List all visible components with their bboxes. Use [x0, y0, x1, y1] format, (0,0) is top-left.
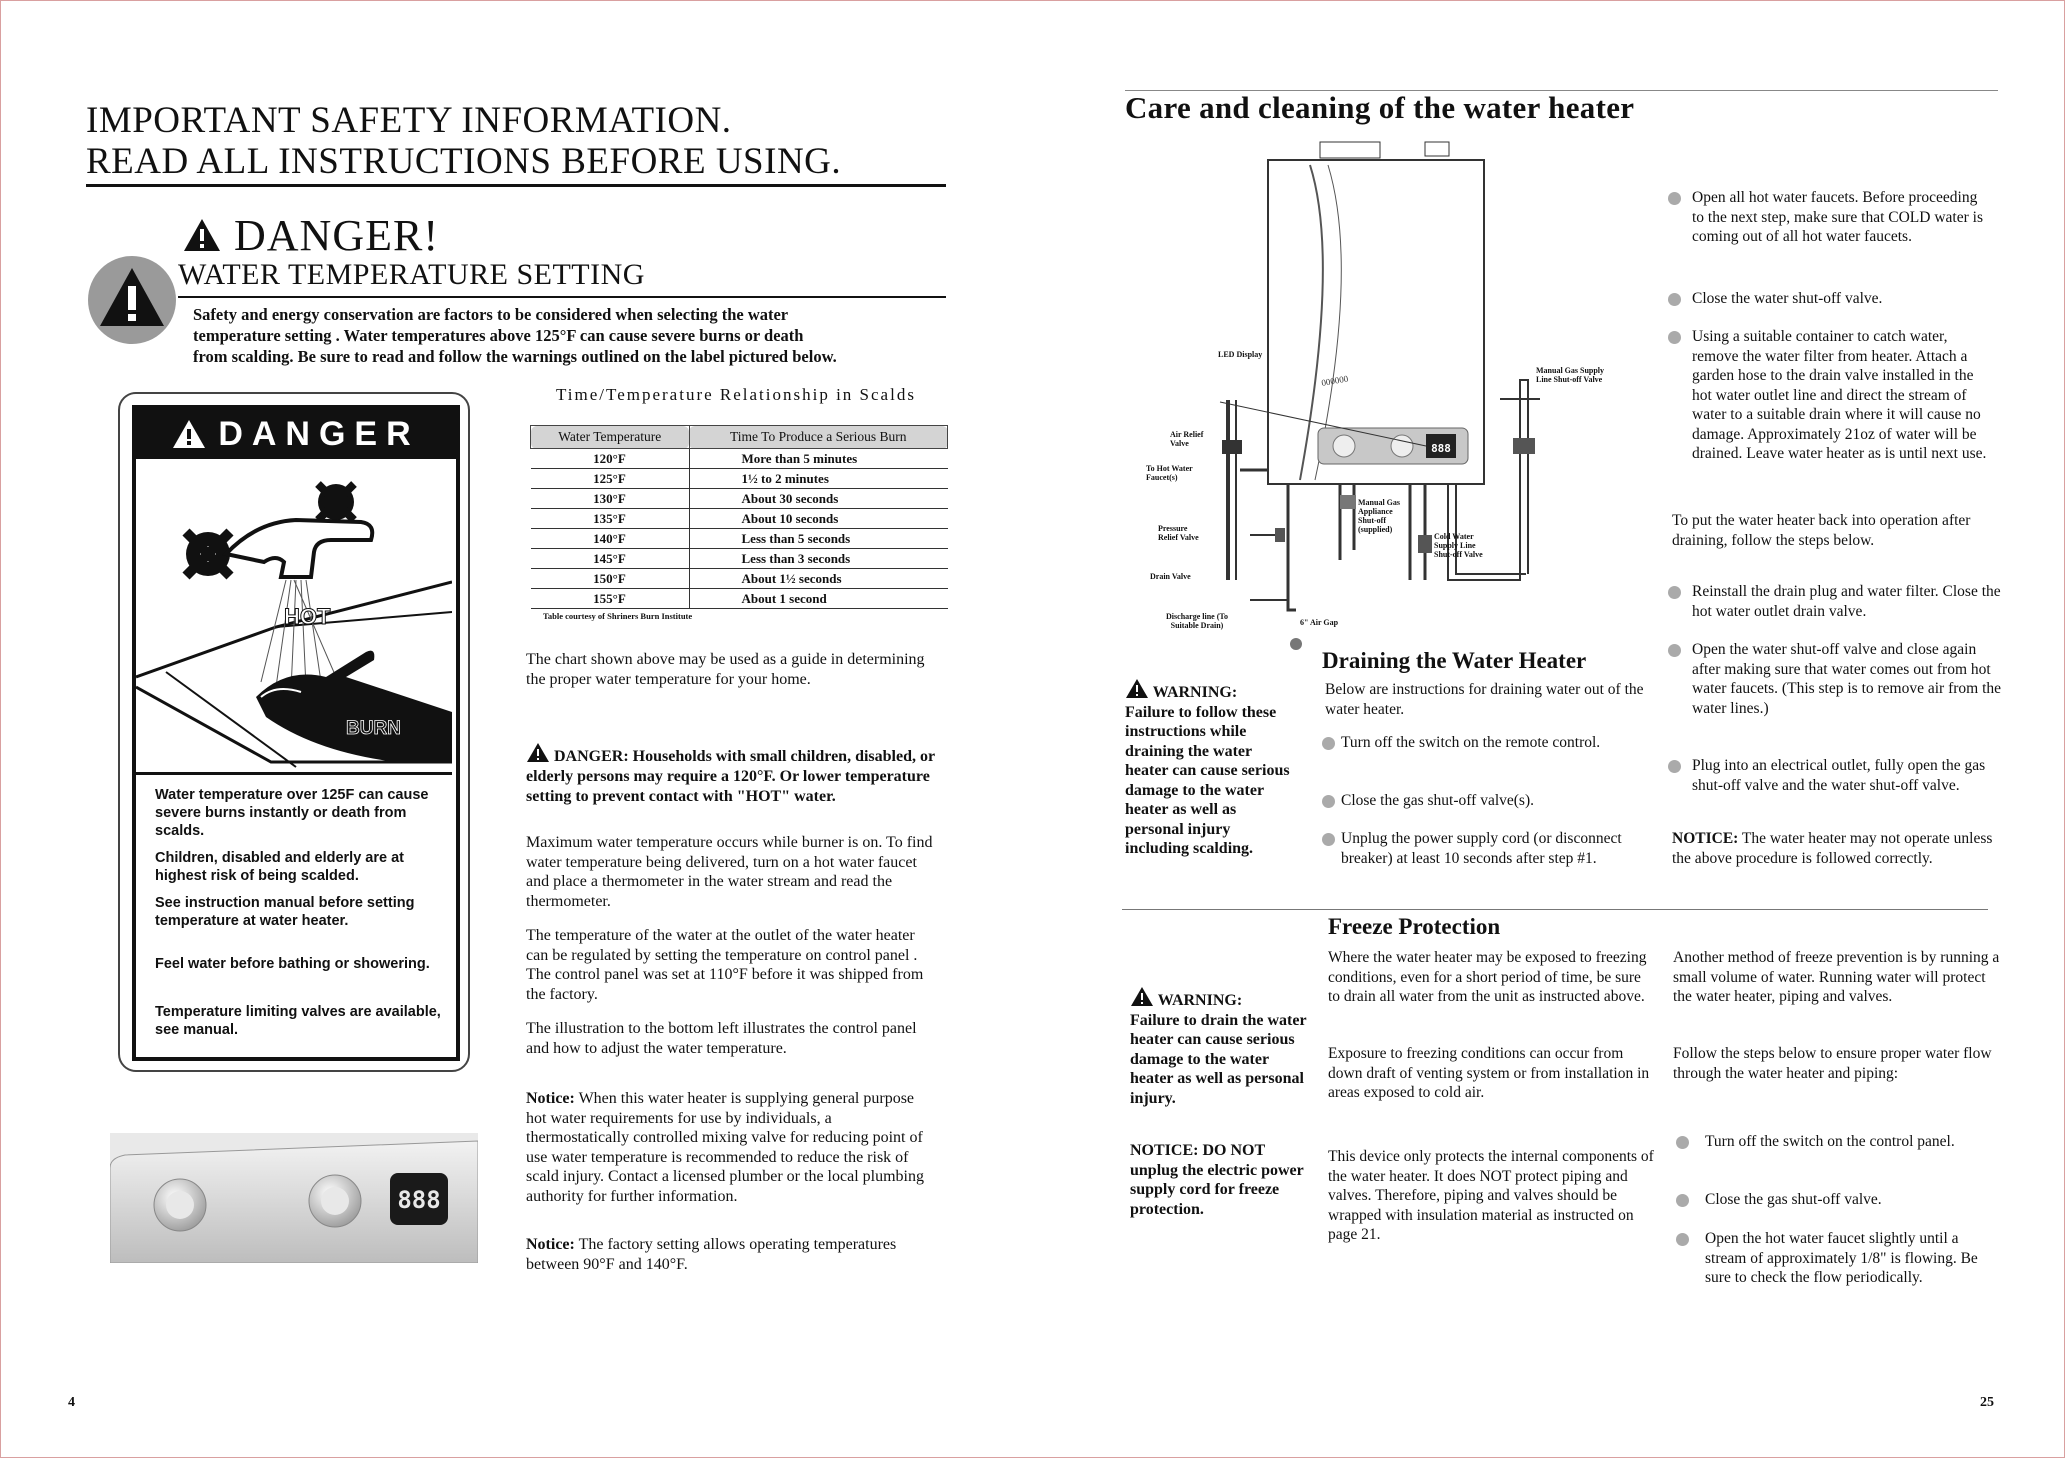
table-row	[531, 449, 948, 469]
title-line-2: READ ALL INSTRUCTIONS BEFORE USING.	[86, 141, 842, 182]
freeze-p3: This device only protects the internal components of the water heater. It does NOT protect piping and valves. Therefore, piping and valves should be wrapped with insulation material as instructed on page 21.	[1328, 1148, 1654, 1243]
drain-valve-label: Drain Valve	[1150, 572, 1191, 581]
table-cell-temp: 145°F	[531, 549, 690, 569]
diagram-display-digits: 888	[1431, 442, 1451, 455]
list-item: Plug into an electrical outlet, fully open the gas shut-off valve and the water shut-off valve.	[1692, 757, 1986, 794]
pressure-relief-label: Pressure Relief Valve	[1158, 524, 1199, 542]
panel-display-digits: 888	[397, 1186, 441, 1214]
table-cell-time: About 30 seconds	[689, 489, 948, 509]
warning-freeze	[1130, 986, 1312, 1108]
draining-intro: Below are instructions for draining water out of the water heater.	[1325, 681, 1644, 718]
danger-text: DANGER!	[234, 211, 439, 260]
table-row	[531, 569, 948, 589]
label-warning-4: Feel water before bathing or showering.	[155, 956, 430, 972]
warning-triangle-icon	[182, 217, 222, 253]
bullet-icon	[1668, 586, 1681, 599]
safety-title	[86, 100, 946, 182]
cold-water-label: Cold Water Supply Line Shut-off Valve	[1434, 532, 1483, 559]
right-notice-body: The water heater may not operate unless the above procedure is followed correctly.	[1672, 830, 1993, 867]
table-title: Time/Temperature Relationship in Scalds	[556, 385, 916, 404]
table-row	[531, 529, 948, 549]
list-item: Close the gas shut-off valve.	[1705, 1191, 1882, 1208]
table-cell-time: Less than 5 seconds	[689, 529, 948, 549]
care-title: Care and cleaning of the water heater	[1125, 90, 1635, 125]
put-back-text: To put the water heater back into operation after draining, follow the steps below.	[1672, 512, 1971, 549]
danger-heading	[182, 210, 439, 261]
warning-drain-head: WARNING:	[1125, 678, 1297, 703]
table-row	[531, 489, 948, 509]
danger-label-header	[136, 409, 456, 459]
freeze-title: Freeze Protection	[1328, 914, 1501, 939]
notice-body: When this water heater is supplying general purpose hot water requirements for use by individuals, a thermostatically controlled mixing valve for reducing point of use water temperature is recommended to reduce the risk of scald injury. Contact a licensed plumber or the local plumbing authority for further information.	[526, 1090, 924, 1205]
danger-households-text: DANGER: Households with small children, disabled, or elderly persons may require a 120°F. Or lower temperature setting to prevent contact with "HOT" water.	[526, 748, 935, 805]
warning-freeze-text: Failure to drain the water heater can cause serious damage to the water heater as well as personal injury.	[1130, 1011, 1307, 1107]
list-item: Using a suitable container to catch water, remove the water filter from heater. Attach a garden hose to the drain valve installed in the hot water outlet line and direct the stream of water to a suitable drain where it will cause no damage. Approximately 21oz of water will be drained. Leave water heater as is until next use.	[1692, 328, 1987, 462]
list-item: Unplug the power supply cord (or disconnect breaker) at least 10 seconds after step #1.	[1341, 830, 1622, 867]
table-courtesy: Table courtesy of Shriners Burn Institute	[543, 611, 693, 621]
list-item: Turn off the switch on the remote control.	[1341, 734, 1601, 751]
bullet-icon	[1668, 644, 1681, 657]
list-item: Open the hot water faucet slightly until a stream of approximately 1/8" is flowing. Be sure to check the flow periodically.	[1705, 1230, 1978, 1286]
discharge-label: Discharge line (To Suitable Drain)	[1166, 612, 1228, 630]
warning-drain-text: Failure to follow these instructions while draining the water heater can cause serious damage to the water heater as well as personal injury including scalding.	[1125, 703, 1290, 857]
page-number-left: 4	[68, 1395, 75, 1410]
chart-guide-text: The chart shown above may be used as a guide in determining the proper water temperature for your home.	[526, 651, 925, 688]
illustration-text: The illustration to the bottom left illustrates the control panel and how to adjust the water temperature.	[526, 1020, 917, 1057]
label-header-text: DANGER	[218, 414, 420, 453]
notice-text	[526, 1089, 936, 1206]
draining-title: Draining the Water Heater	[1322, 648, 1587, 673]
list-item: Reinstall the drain plug and water filter. Close the hot water outlet drain valve.	[1692, 583, 2001, 620]
list-item: Open the water shut-off valve and close again after making sure that water comes out from hot water faucets. (This step is to remove air from the water lines.)	[1692, 641, 2002, 717]
gas-valve-label: Manual Gas Supply Line Shut-off Valve	[1536, 366, 1605, 384]
svg-text:000000: 000000	[1320, 373, 1349, 388]
right-notice	[1672, 829, 2002, 868]
label-warning-2: Children, disabled and elderly are at highest risk of being scalded.	[155, 850, 404, 884]
factory-setting-text	[526, 1235, 936, 1274]
outlet-temp-text: The temperature of the water at the outlet of the water heater can be regulated by setting the temperature on control panel . The control panel was set at 110°F before it was shipped from the factory.	[526, 927, 924, 1003]
bullet-icon	[1668, 293, 1681, 306]
intro-text	[193, 304, 973, 367]
table-cell-temp: 140°F	[531, 529, 690, 549]
table-cell-time: Less than 3 seconds	[689, 549, 948, 569]
table-header: Water Temperature	[531, 426, 690, 449]
label-warning-icon	[172, 419, 206, 449]
list-item: Turn off the switch on the control panel.	[1705, 1133, 1955, 1150]
table-cell-temp: 120°F	[531, 449, 690, 469]
factory-label: Notice:	[526, 1236, 575, 1253]
bullet-icon	[1322, 833, 1335, 846]
burn-text: BURN	[346, 718, 401, 739]
warning-freeze-head: WARNING:	[1130, 986, 1312, 1011]
label-warning-5: Temperature limiting valves are available, see manual.	[155, 1004, 441, 1038]
bullet-icon	[1322, 737, 1335, 750]
freeze-p2: Exposure to freezing conditions can occur from down draft of venting system or from installation in areas exposed to cold air.	[1328, 1045, 1650, 1101]
faucet-scald-illustration	[136, 462, 452, 772]
bullet-icon	[1322, 795, 1335, 808]
notice-unplug: NOTICE: DO NOT unplug the electric power supply cord for freeze protection.	[1130, 1142, 1304, 1218]
air-relief-label: Air Relief Valve	[1170, 430, 1204, 448]
table-header: Time To Produce a Serious Burn	[689, 426, 948, 449]
list-item: Close the gas shut-off valve(s).	[1341, 792, 1534, 809]
freeze-p1: Where the water heater may be exposed to freezing conditions, even for a short period of time, be sure to drain all water from the unit as instructed above.	[1328, 949, 1647, 1005]
table-row	[531, 469, 948, 489]
table-cell-temp: 135°F	[531, 509, 690, 529]
bullet-icon	[1676, 1136, 1689, 1149]
table-row	[531, 589, 948, 609]
table-cell-time: More than 5 minutes	[689, 449, 948, 469]
warning-drain	[1125, 678, 1297, 859]
appliance-valve-label: Manual Gas Appliance Shut-off (supplied)	[1358, 498, 1401, 534]
bullet-icon	[1676, 1233, 1689, 1246]
title-line-1: IMPORTANT SAFETY INFORMATION.	[86, 100, 732, 141]
right-notice-label: NOTICE:	[1672, 830, 1739, 847]
factory-body: The factory setting allows operating temperatures between 90°F and 140°F.	[526, 1236, 897, 1273]
label-warning-3: See instruction manual before setting temperature at water heater.	[155, 895, 415, 929]
table-row	[531, 549, 948, 569]
title-rule	[86, 184, 946, 187]
hot-text: HOT	[284, 604, 331, 629]
warning-triangle-icon	[1125, 678, 1149, 699]
air-gap-label: 6" Air Gap	[1300, 618, 1339, 627]
label-warning-1: Water temperature over 125F can cause severe burns instantly or death from scalds.	[155, 787, 429, 839]
freeze-r1: Another method of freeze prevention is by running a small volume of water. Running water will protect the water heater, piping and valves.	[1673, 949, 2000, 1005]
danger-households	[526, 742, 936, 807]
table-cell-temp: 130°F	[531, 489, 690, 509]
to-hot-label: To Hot Water Faucet(s)	[1146, 464, 1193, 482]
warning-circle-icon	[86, 254, 178, 346]
bullet-icon	[1676, 1194, 1689, 1207]
control-panel-image	[110, 1133, 478, 1263]
table-row	[531, 509, 948, 529]
bullet-icon	[1668, 760, 1681, 773]
warning-triangle-icon	[1130, 986, 1154, 1007]
section-rule	[178, 296, 946, 298]
label-divider	[136, 772, 452, 775]
page-number-right: 25	[1980, 1395, 1994, 1410]
list-item: Open all hot water faucets. Before proceeding to the next step, make sure that COLD water is coming out of all hot water faucets.	[1692, 189, 1983, 245]
table-cell-temp: 155°F	[531, 589, 690, 609]
bullet-icon	[1668, 331, 1681, 344]
led-display-label: LED Display	[1218, 350, 1263, 359]
freeze-r2: Follow the steps below to ensure proper water flow through the water heater and piping:	[1673, 1045, 1992, 1082]
intro-line-3: from scalding. Be sure to read and follow the warnings outlined on the label pictured below.	[193, 347, 837, 366]
bullet-icon	[1668, 192, 1681, 205]
water-heater-diagram	[1140, 140, 1670, 650]
freeze-rule	[1122, 909, 1988, 910]
max-temp-text: Maximum water temperature occurs while burner is on. To find water temperature being delivered, turn on a hot water faucet and place a thermometer in the water stream and read the thermometer.	[526, 834, 933, 910]
table-cell-time: About 1 second	[689, 589, 948, 609]
notice-label: Notice:	[526, 1090, 575, 1107]
intro-line-1: Safety and energy conservation are factors to be considered when selecting the water	[193, 305, 789, 324]
table-cell-temp: 125°F	[531, 469, 690, 489]
table-cell-time: 1½ to 2 minutes	[689, 469, 948, 489]
table-header-row	[531, 426, 948, 449]
warning-triangle-icon	[526, 742, 550, 763]
table-cell-temp: 150°F	[531, 569, 690, 589]
intro-line-2: temperature setting . Water temperatures above 125°F can cause severe burns or death	[193, 326, 804, 345]
list-item: Close the water shut-off valve.	[1692, 290, 1883, 307]
scald-table	[530, 425, 948, 609]
section-title: WATER TEMPERATURE SETTING	[178, 258, 645, 291]
table-cell-time: About 10 seconds	[689, 509, 948, 529]
table-cell-time: About 1½ seconds	[689, 569, 948, 589]
